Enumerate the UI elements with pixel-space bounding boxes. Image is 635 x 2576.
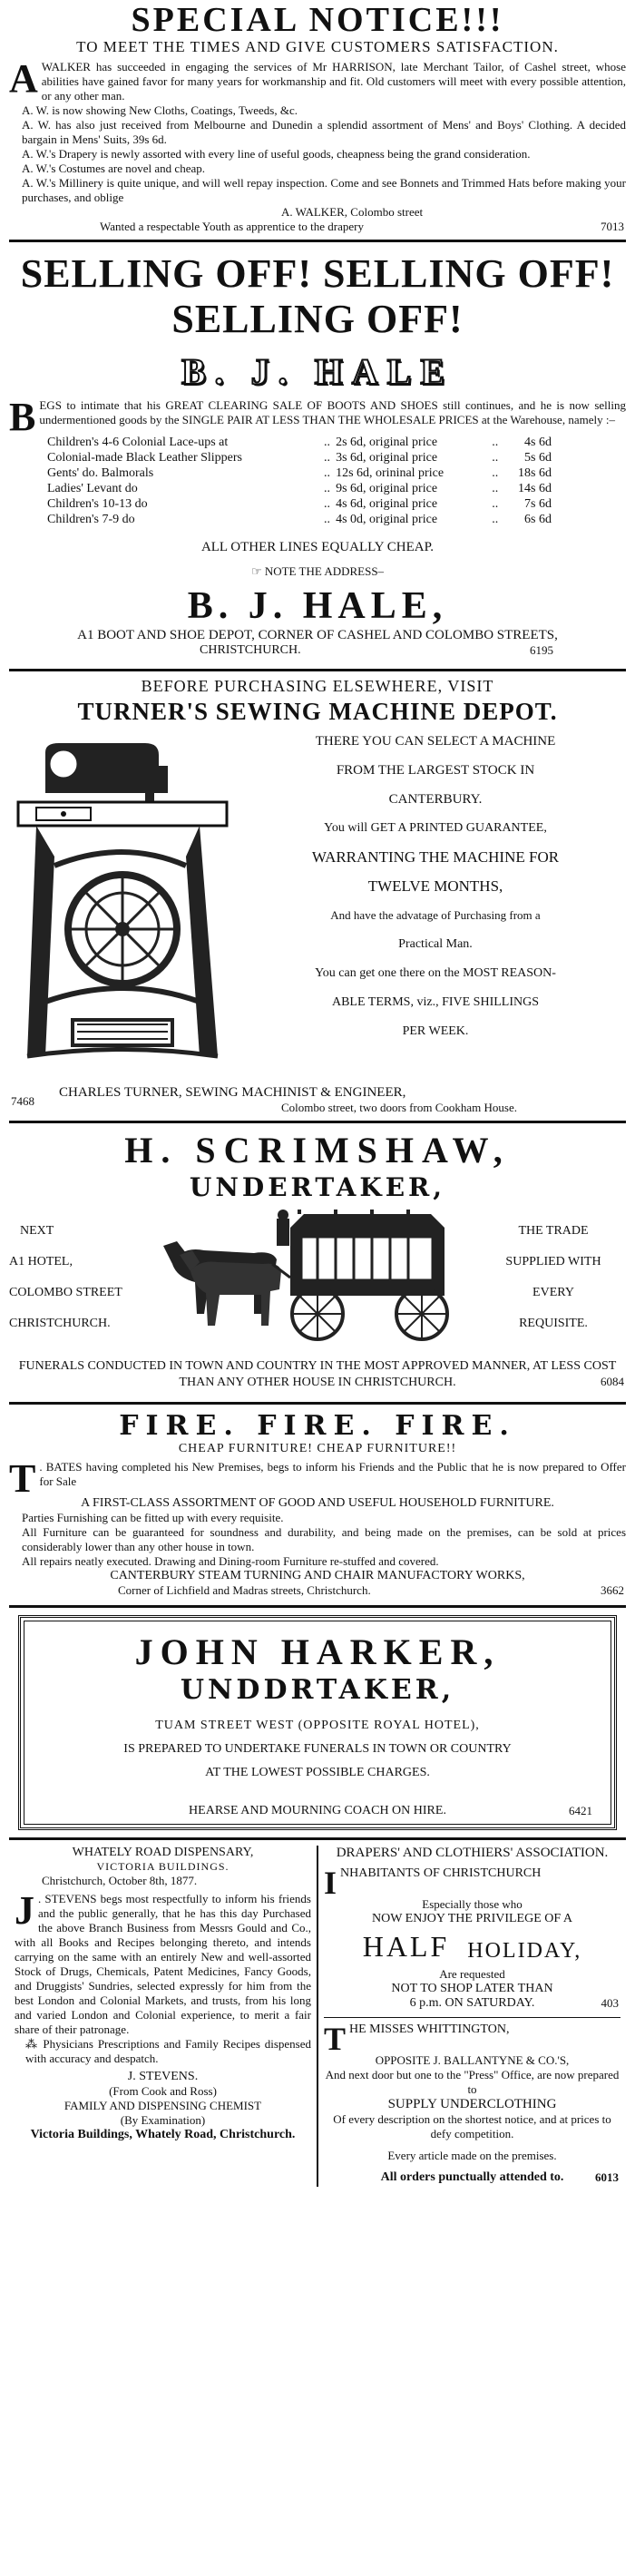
- drapers-inhab-block: [324, 1865, 620, 1901]
- scrimshaw-left-line: NEXT: [20, 1224, 54, 1238]
- turner-line: You will GET A PRINTED GUARANTEE,: [324, 821, 547, 835]
- turner-address: Colombo street, two doors from Cookham House.: [281, 1101, 517, 1114]
- harker-title: UNDDRTAKER,: [180, 1674, 455, 1706]
- turner-line: FROM THE LARGEST STOCK IN: [336, 763, 535, 778]
- hale-name-banner: B. J. HALE: [181, 351, 454, 392]
- divider: [9, 1605, 626, 1608]
- scrimshaw-left-line: COLOMBO STREET: [9, 1286, 122, 1299]
- bates-assort: A FIRST-CLASS ASSORTMENT OF GOOD AND USEFUL HOUSEHOLD FURNITURE.: [81, 1496, 554, 1510]
- walker-subtitle: TO MEET THE TIMES AND GIVE CUSTOMERS SATISFACTION.: [76, 38, 559, 55]
- walker-line: A. W. is now showing New Cloths, Coatings, Tweeds, &c.: [22, 103, 298, 117]
- drapers-ad: [324, 1846, 620, 2013]
- hale-ad: [9, 251, 626, 663]
- scrimshaw-right-line: SUPPLIED WITH: [505, 1255, 601, 1268]
- walker-line: A. W. has also just received from Melbourne and Dunedin a splendid assortment of Mens' and Boys' Clothing. A decided bargain in Mens' Suits, 39s 6d.: [22, 118, 626, 146]
- scrimshaw-left-line: A1 HOTEL,: [9, 1255, 73, 1268]
- bottom-columns: [9, 1846, 626, 2187]
- hale-headline-1: SELLING OFF! SELLING OFF!: [20, 251, 615, 296]
- drapers-time: 6 p.m. ON SATURDAY.: [409, 1996, 535, 2010]
- hale-dropcap: B: [9, 395, 36, 439]
- drapers-now-enjoy: NOW ENJOY THE PRIVILEGE OF A: [371, 1912, 572, 1925]
- price-dots: ..: [492, 436, 499, 449]
- divider: [9, 1402, 626, 1405]
- bates-line: All repairs neatly executed. Drawing and Dining-room Furniture re-stuffed and covered.: [22, 1554, 439, 1568]
- price-sale: 2s 6d, original price: [336, 436, 438, 449]
- price-dots: ..: [323, 451, 330, 465]
- harker-ref: 6421: [569, 1804, 592, 1817]
- price-dots: ..: [492, 451, 499, 465]
- hearse-illustration: [154, 1210, 481, 1346]
- stevens-exam: (By Examination): [120, 2113, 206, 2127]
- price-item: Children's 4-6 Colonial Lace-ups at: [47, 436, 229, 449]
- turner-line: ABLE TERMS, viz., FIVE SHILLINGS: [331, 995, 540, 1009]
- bates-works: CANTERBURY STEAM TURNING AND CHAIR MANUFACTORY WORKS,: [110, 1569, 525, 1582]
- sewing-machine-illustration: [9, 730, 245, 1083]
- stevens-body: . STEVENS begs most respectfully to inform his friends and the public generally, that he has this day Purchased the above Branch Business from Messrs Gould and Co., with all Books and Recipes belonging thereto, and intends carrying on the same with an entirely New and well-assorted Stock of Drugs, Chemicals, Patent Medicines, Fancy Goods, and Druggists' Sundries, selected expressly for him from the best London and Colonial Markets, and trusts, from his long and varied London and Colonial experience, to merit a fair share of their patronage.: [15, 1892, 311, 2036]
- drapers-requested: Are requested: [439, 1967, 505, 1981]
- hearse-icon: [154, 1210, 472, 1346]
- price-item: Children's 7-9 do: [47, 513, 135, 526]
- scrimshaw-right-line: REQUISITE.: [519, 1317, 588, 1330]
- turner-pre: BEFORE PURCHASING ELSEWHERE, VISIT: [141, 677, 494, 695]
- price-item: Children's 10-13 do: [47, 497, 148, 511]
- harker-line4: HEARSE AND MOURNING COACH ON HIRE.: [189, 1804, 446, 1817]
- price-dots: ..: [492, 513, 499, 526]
- scrimshaw-right-line: THE TRADE: [518, 1224, 589, 1238]
- price-dots: ..: [323, 513, 330, 526]
- harker-line3: AT THE LOWEST POSSIBLE CHARGES.: [205, 1766, 430, 1779]
- scrimshaw-right-line: EVERY: [532, 1286, 574, 1299]
- whittington-orders: All orders punctually attended to.: [380, 2170, 564, 2184]
- hale-address: A1 BOOT AND SHOE DEPOT, CORNER OF CASHEL AND COLOMBO STREETS,: [77, 628, 558, 642]
- bates-sub: CHEAP FURNITURE! CHEAP FURNITURE!!: [178, 1442, 457, 1455]
- bates-lines: [9, 1511, 626, 1569]
- sewing-machine-icon: [9, 730, 236, 1083]
- scrimshaw-title: UNDERTAKER,: [189, 1172, 446, 1202]
- price-dots: ..: [492, 497, 499, 511]
- walker-line: A. W.'s Drapery is newly assorted with every line of useful goods, cheapness being the grand consideration.: [22, 147, 531, 161]
- whittington-ref: 6013: [595, 2170, 619, 2184]
- scrimshaw-name: H. SCRIMSHAW,: [124, 1130, 511, 1170]
- turner-title: TURNER'S SEWING MACHINE DEPOT.: [77, 698, 558, 725]
- stevens-dropcap: J: [15, 1888, 34, 1933]
- turner-line: You can get one there on the MOST REASON-: [315, 966, 556, 980]
- price-dots: ..: [323, 436, 330, 449]
- price-row: [45, 450, 553, 465]
- price-orig: 14s 6d: [518, 482, 552, 495]
- hale-other-lines: ALL OTHER LINES EQUALLY CHEAP.: [200, 540, 435, 554]
- price-sale: 4s 6d, original price: [336, 497, 438, 511]
- drapers-especially: Especially those who: [422, 1897, 523, 1911]
- drapers-title: DRAPERS' AND CLOTHIERS' ASSOCIATION.: [336, 1846, 609, 1860]
- walker-signature: A. WALKER, Colombo street: [281, 205, 424, 219]
- drapers-ref: 403: [601, 1996, 619, 2010]
- turner-signature: CHARLES TURNER, SEWING MACHINIST & ENGINEER,: [59, 1085, 406, 1100]
- hale-intro-block: [9, 395, 626, 439]
- turner-line: And have the advatage of Purchasing from a: [330, 908, 541, 922]
- scrimshaw-right: [481, 1222, 626, 1333]
- price-dots: ..: [492, 482, 499, 495]
- drapers-not-shop: NOT TO SHOP LATER THAN: [391, 1982, 553, 1995]
- price-dots: ..: [323, 482, 330, 495]
- stevens-title: WHATELY ROAD DISPENSARY,: [72, 1846, 254, 1859]
- turner-line: CANTERBURY.: [388, 792, 483, 807]
- stevens-date: Christchurch, October 8th, 1877.: [42, 1874, 198, 1887]
- harker-name: JOHN HARKER,: [134, 1631, 501, 1672]
- turner-line: Practical Man.: [398, 937, 473, 951]
- price-dots: ..: [323, 497, 330, 511]
- price-dots: ..: [323, 466, 330, 480]
- price-sale: 12s 6d, orininal price: [336, 466, 444, 480]
- hale-intro: EGS to intimate that his GREAT CLEARING SALE OF BOOTS AND SHOES still continues, and he is now selling undermentioned goods by the SINGLE PAIR AT LESS THAN THE WHOLESALE PRICES at the Warehouse, namely :–: [39, 398, 626, 426]
- walker-ref: 7013: [601, 220, 624, 233]
- turner-line: THERE YOU CAN SELECT A MACHINE: [315, 734, 556, 749]
- stevens-body-block: [15, 1888, 311, 2037]
- stevens-role: FAMILY AND DISPENSING CHEMIST: [64, 2099, 262, 2112]
- walker-dropcap: A: [9, 56, 38, 101]
- whittington-desc: Of every description on the shortest notice, and at prices to defy competition.: [333, 2112, 611, 2140]
- hale-ref: 6195: [530, 643, 553, 657]
- walker-intro: WALKER has succeeded in engaging the services of Mr HARRISON, late Merchant Tailor, of Cashel street, whose abilities have gained favor for many years for workmanship and fit. Old customers will meet with every possible attention, or any other man.: [41, 60, 626, 103]
- walker-body: [9, 56, 626, 103]
- whittington-title-block: [324, 2021, 620, 2057]
- bates-intro: . BATES having completed his New Premises, begs to inform his Friends and the Public that he is now prepared to Offer for Sale: [39, 1460, 626, 1488]
- price-sale: 3s 6d, original price: [336, 451, 438, 465]
- scrimshaw-body: FUNERALS CONDUCTED IN TOWN AND COUNTRY IN THE MOST APPROVED MANNER, AT LESS COST THAN ANY OTHER HOUSE IN CHRISTCHURCH.: [18, 1359, 617, 1389]
- bates-headline: FIRE. FIRE. FIRE.: [119, 1410, 516, 1442]
- price-dots: ..: [492, 466, 499, 480]
- price-item: Ladies' Levant do: [47, 482, 138, 495]
- harker-line2: IS PREPARED TO UNDERTAKE FUNERALS IN TOWN OR COUNTRY: [123, 1742, 512, 1756]
- scrimshaw-ref: 6084: [601, 1375, 624, 1388]
- whittington-dropcap: T: [324, 2021, 347, 2057]
- hale-note-text: NOTE THE ADDRESS–: [264, 564, 385, 578]
- divider: [9, 669, 626, 671]
- turner-line: PER WEEK.: [402, 1024, 469, 1038]
- turner-ref: 7468: [11, 1094, 34, 1108]
- price-sale: 9s 6d, original price: [336, 482, 438, 495]
- stevens-ad: [9, 1846, 317, 2187]
- divider: [9, 240, 626, 242]
- drapers-holiday: HOLIDAY,: [467, 1939, 582, 1963]
- whittington-ad: [324, 2023, 620, 2187]
- stevens-from: (From Cook and Ross): [109, 2084, 217, 2098]
- scrimshaw-ad: [9, 1129, 626, 1396]
- hale-name-big: B. J. HALE,: [187, 585, 448, 627]
- walker-line: A. W.'s Costumes are novel and cheap.: [22, 162, 205, 175]
- price-row: [45, 481, 553, 496]
- drapers-inhab: NHABITANTS OF CHRISTCHURCH: [340, 1866, 542, 1880]
- stevens-name: J. STEVENS.: [127, 2070, 199, 2083]
- walker-line: A. W.'s Millinery is quite unique, and will well repay inspection. Come and see Bonnets and Trimmed Hats before making your purchases, and oblige: [22, 176, 626, 204]
- price-orig: 18s 6d: [518, 466, 552, 480]
- turner-lines: [245, 730, 626, 1083]
- walker-wanted: Wanted a respectable Youth as apprentice to the drapery: [100, 220, 364, 233]
- hale-city: CHRISTCHURCH.: [200, 643, 301, 657]
- price-orig: 6s 6d: [524, 513, 552, 526]
- bates-intro-block: [9, 1456, 626, 1501]
- hale-headline-2: SELLING OFF!: [171, 297, 464, 341]
- price-sale: 4s 0d, original price: [336, 513, 438, 526]
- divider: [9, 1837, 626, 1840]
- turner-ad: [9, 677, 626, 1115]
- price-row: [45, 435, 553, 450]
- stevens-address: Victoria Buildings, Whately Road, Christchurch.: [30, 2128, 296, 2141]
- price-row: [45, 512, 553, 527]
- whittington-supply: SUPPLY UNDERCLOTHING: [387, 2097, 557, 2111]
- walker-lines: [9, 103, 626, 205]
- stevens-note: ⁂ Physicians Prescriptions and Family Recipes dispensed with accuracy and despatch.: [25, 2037, 311, 2065]
- price-orig: 5s 6d: [524, 451, 552, 465]
- bates-ad: [9, 1410, 626, 1600]
- drapers-half: HALF: [362, 1930, 450, 1963]
- walker-ad: [9, 2, 626, 234]
- turner-line: TWELVE MONTHS,: [367, 877, 503, 895]
- whittington-made: Every article made on the premises.: [387, 2149, 557, 2162]
- whittington-opp: OPPOSITE J. BALLANTYNE & CO.'S,: [375, 2053, 570, 2067]
- divider: [9, 1121, 626, 1123]
- hale-note: [9, 564, 626, 579]
- price-item: Colonial-made Black Leather Slippers: [47, 451, 242, 465]
- right-column: [317, 1846, 626, 2187]
- bates-line: All Furniture can be guaranteed for soundness and durability, and being made on the premises, can be sold at prices considerably lower than any other house in town.: [22, 1525, 626, 1553]
- whittington-next: And next door but one to the "Press" Office, are now prepared to: [325, 2068, 620, 2096]
- turner-line: WARRANTING THE MACHINE FOR: [311, 848, 560, 866]
- bates-line: Parties Furnishing can be fitted up with every requisite.: [22, 1511, 284, 1524]
- whittington-title: HE MISSES WHITTINGTON,: [349, 2023, 510, 2036]
- divider: [324, 2017, 620, 2018]
- walker-title: SPECIAL NOTICE!!!: [131, 1, 504, 39]
- bates-address: Corner of Lichfield and Madras streets, Christchurch.: [118, 1583, 371, 1597]
- bates-ref: 3662: [601, 1583, 624, 1597]
- harker-ad: [18, 1615, 617, 1830]
- price-orig: 7s 6d: [524, 497, 552, 511]
- drapers-dropcap: I: [324, 1865, 337, 1901]
- price-orig: 4s 6d: [524, 436, 552, 449]
- price-row: [45, 496, 553, 512]
- harker-line1: TUAM STREET WEST (OPPOSITE ROYAL HOTEL),: [155, 1719, 480, 1732]
- hale-price-table: [45, 435, 553, 527]
- stevens-sub: VICTORIA BUILDINGS.: [96, 1860, 230, 1873]
- scrimshaw-left-line: CHRISTCHURCH.: [9, 1317, 111, 1330]
- price-row: [45, 465, 553, 481]
- scrimshaw-left: [9, 1222, 154, 1333]
- bates-dropcap: T: [9, 1456, 36, 1501]
- price-item: Gents' do. Balmorals: [47, 466, 154, 480]
- pointing-hand-icon: ☞: [250, 564, 265, 578]
